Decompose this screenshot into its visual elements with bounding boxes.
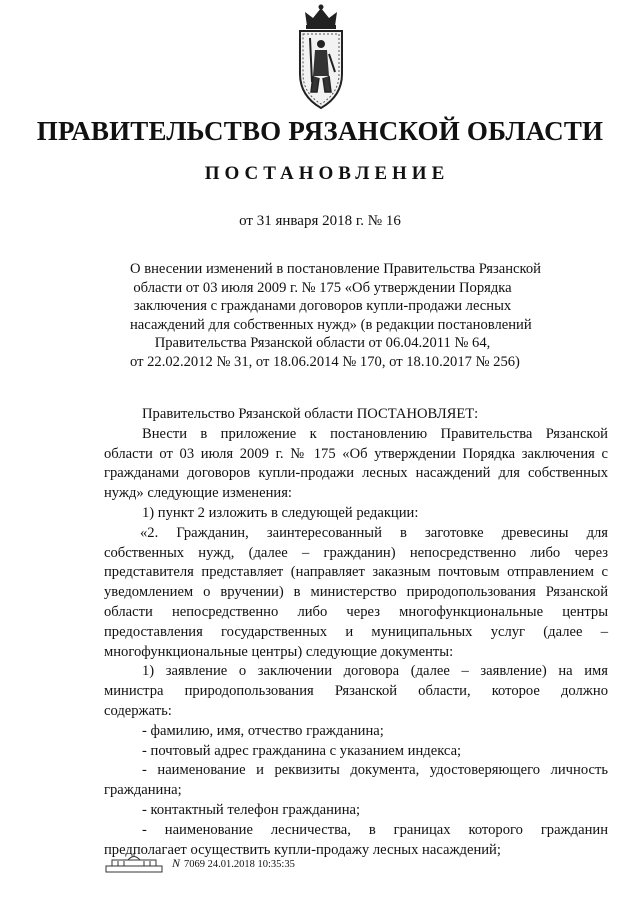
subject-line: насаждений для собственных нужд» (в редакции постановлений [130,316,532,333]
body-line: министра природопользования Рязанской области, которое должно [104,683,608,700]
body-line: гражданина; [104,782,182,799]
subject-line: от 22.02.2012 № 31, от 18.06.2014 № 170, от 18.10.2017 № 256) [130,353,520,370]
body-line: области непосредственно либо через многофункциональные центры [104,603,608,620]
document-footer [104,852,295,874]
registration-stamp-text: 7069 24.01.2018 10:35:35 [184,858,295,870]
body-line: предполагает осуществить купли-продажу лесных насаждений; [104,841,501,858]
body-line: области от 03 июля 2009 г. № 175 «Об утверждении Порядка заключения с [104,445,608,462]
coat-of-arms-emblem [291,4,351,112]
body-line: Правительство Рязанской области ПОСТАНОВЛЯЕТ: [142,406,479,422]
body-line: предоставления государственных и муниципальных услуг (далее – [104,623,608,640]
body-line: «2. Гражданин, заинтересованный в заготовке древесины для [140,524,608,541]
body-line: представителя представляет (направляет заказным почтовым отправлением с [104,564,608,581]
document-date-number: от 31 января 2018 г. № 16 [239,213,401,229]
subject-line: О внесении изменений в постановление Правительства Рязанской [130,261,541,277]
body-line: - наименование лесничества, в границах которого гражданин [142,821,608,838]
document-body [104,405,608,860]
registration-mark: N [172,855,181,870]
document-subject [130,260,541,371]
body-line: - контактный телефон гражданина; [142,801,361,818]
body-line: нужд» следующие изменения: [104,485,292,502]
subject-line: заключения с гражданами договоров купли-продажи лесных [133,298,512,314]
document-type: ПОСТАНОВЛЕНИЕ [204,163,450,184]
body-line: собственных нужд, (далее – гражданин) непосредственно либо через [104,544,608,561]
body-line: 1) заявление о заключении договора (далее – заявление) на имя [142,663,608,680]
subject-line: Правительства Рязанской области от 06.04.2011 № 64, [154,335,491,351]
body-line: - фамилию, имя, отчество гражданина; [142,722,384,739]
body-line: многофункциональные центры) следующие документы: [104,643,454,660]
subject-line: области от 03 июля 2009 г. № 175 «Об утверждении Порядка [133,279,512,296]
body-line: содержать: [104,702,172,719]
body-line: - наименование и реквизиты документа, удостоверяющего личность [142,762,608,779]
body-line: 1) пункт 2 изложить в следующей редакции: [142,504,419,521]
body-line: гражданами договоров купли-продажи лесных насаждений для собственных [104,465,608,482]
body-line: Внести в приложение к постановлению Правительства Рязанской [142,425,608,442]
registration-stamp [172,856,295,871]
government-title: ПРАВИТЕЛЬСТВО РЯЗАНСКОЙ ОБЛАСТИ [36,116,604,146]
building-logo-icon [104,852,164,874]
body-line: уведомлением о вручении) в министерство природопользования Рязанской [104,584,608,601]
body-line: - почтовый адрес гражданина с указанием индекса; [142,742,462,759]
